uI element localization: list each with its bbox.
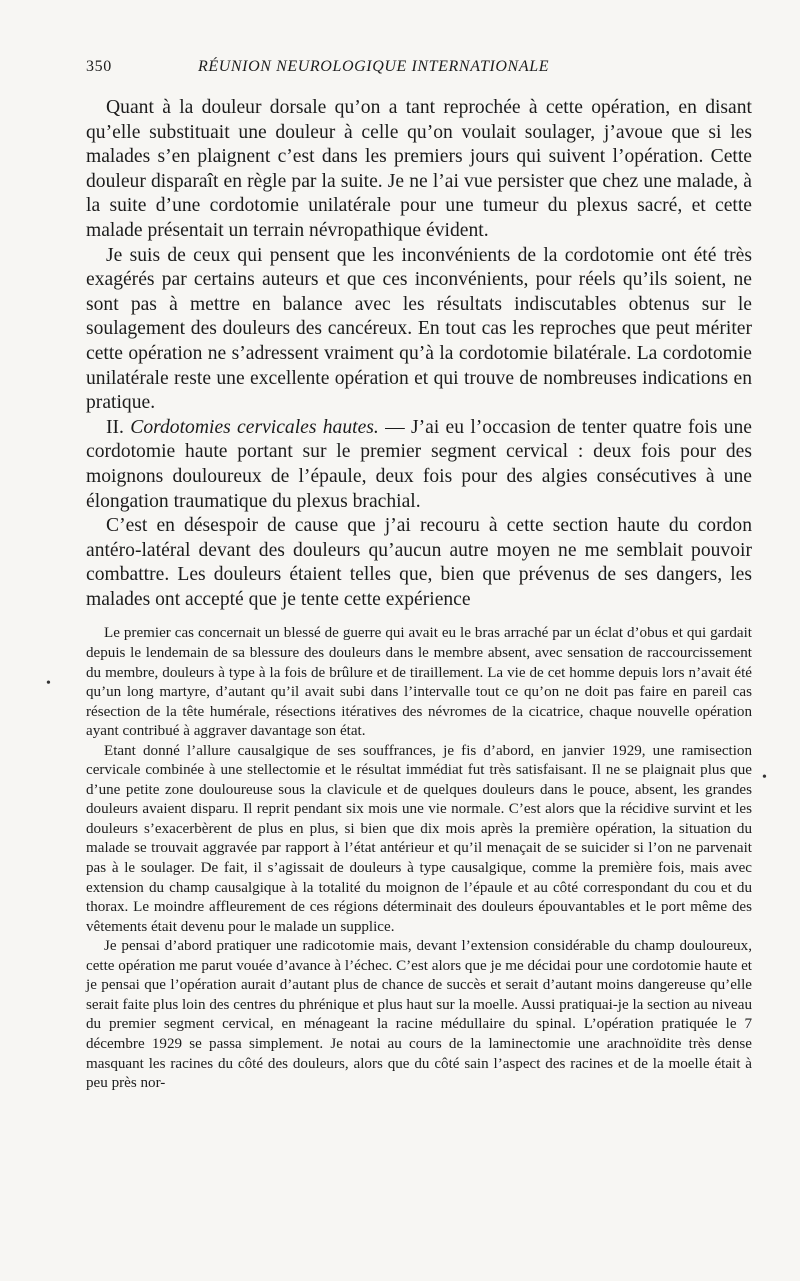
paragraph: C’est en désespoir de cause que j’ai recouru à cette section haute du cordon antéro-latéral devant des douleurs qu’aucun autre moyen ne me semblait pouvoir combattre. Les douleurs étaient telles que, bien que prévenus de ses dangers, les malades ont accepté que je tente cette expérience bbox=[86, 515, 752, 610]
small-paragraph: Etant donné l’allure causalgique de ses souffrances, je fis d’abord, en janvier 1929, une ramisection cervicale combinée à une stellectomie et le résultat immédiat fut très satisfaisant. Il ne se plaignait plus que d’une petite zone douloureuse sous la clavicule et de quelques douleurs dans le pouce, absent, les grandes douleurs avaient disparu. Il reprit pendant six mois une vie normale. C’est alors que la récidive survint et les douleurs s’exacerbèrent de plus en plus, si bien que dix mois après la première opération, la situation du malade se trouvait aggravée par rapport à l’état antérieur et qu’il menaçait de se suicider si l’on ne parvenait pas à le soulager. De fait, il s’agissait de douleurs à type causalgique, comme la première fois, mais avec extension du champ causalgique à la totalité du moignon de l’épaule et au côté correspondant du cou et du thorax. Le moindre affleurement de ces régions déterminait des douleurs épouvantables et le port même des vêtements était devenu pour le malade un supplice. bbox=[86, 742, 752, 935]
margin-bullet-left: • bbox=[46, 676, 51, 691]
small-paragraph: Le premier cas concernait un blessé de guerre qui avait eu le bras arraché par un éclat d’obus et qui gardait depuis le lendemain de sa blessure des douleurs dans le membre absent, avec sensation de raccourcissement du membre, douleurs à type à la fois de brûlure et de tiraillement. La vie de cet homme depuis lors n’avait été qu’un long martyre, d’autant qu’il avait subi dans l’intervalle tout ce qu’on ne doit pas faire en pareil cas résection de la tête humérale, résections itératives des névromes de la cicatrice, chaque nouvelle opération ayant contribué à aggraver davantage son état. bbox=[86, 625, 752, 740]
page-header bbox=[86, 58, 752, 84]
margin-bullet-right: • bbox=[762, 770, 767, 785]
paragraph: Je suis de ceux qui pensent que les inconvénients de la cordotomie ont été très exagérés par certains auteurs et que ces inconvénients, pour réels qu’ils soient, ne sont pas à mettre en balance avec les résultats indiscutables obtenus sur le soulagement des douleurs des cancéreux. En tout cas les reproches que peut mériter cette opération ne s’adressent vraiment qu’à la cordotomie bilatérale. La cordotomie unilatérale reste une excellente opération et qui trouve de nombreuses indications en pratique. bbox=[86, 244, 752, 414]
paragraph: Quant à la douleur dorsale qu’on a tant reprochée à cette opération, en disant qu’elle substituait une douleur à celle qu’on voulait soulager, j’avoue que si les malades s’en plaignent c’est dans les premiers jours qui suivent l’opération. Cette douleur disparaît en règle par la suite. Je ne l’ai vue persister que chez une malade, à la suite d’une cordotomie unilatérale pour une tumeur du plexus sacré, et cette malade présentait un terrain névropathique évident. bbox=[86, 97, 752, 241]
section-text: — J’ai eu l’occasion de tenter quatre fois une cordotomie haute portant sur le premier segment cervical : deux fois pour des moignons douloureux de l’épaule, deux fois pour des algies consécutives à une élongation traumatique du plexus brachial. bbox=[86, 416, 752, 512]
case-report bbox=[86, 624, 752, 1093]
page bbox=[86, 58, 752, 1094]
page-number: 350 bbox=[86, 58, 112, 75]
main-text bbox=[86, 96, 752, 612]
section-paragraph bbox=[86, 416, 752, 514]
section-title: Cordotomies cervicales hautes. bbox=[130, 416, 379, 438]
small-paragraph: Je pensai d’abord pratiquer une radicotomie mais, devant l’extension considérable du champ douloureux, cette opération me parut vouée d’avance à l’échec. C’est alors que je me décidai pour une cordotomie haute et je pensai que l’opération aurait d’autant plus de chance de succès et serait d’autant moins dangereuse qu’elle serait faite plus loin des centres du phrénique et plus haut sur la moelle. Aussi pratiquai-je la section au niveau du premier segment cervical, en ménageant la racine médullaire du spinal. L’opération pratiquée le 7 décembre 1929 se passa simplement. Je notai au cours de la laminectomie une arachnoïdite très dense masquant les racines du côté des douleurs, alors que du côté sain l’aspect des racines et de la moelle était à peu près nor- bbox=[86, 938, 752, 1092]
running-title: RÉUNION NEUROLOGIQUE INTERNATIONALE bbox=[198, 58, 550, 75]
section-number: II. bbox=[106, 416, 124, 438]
